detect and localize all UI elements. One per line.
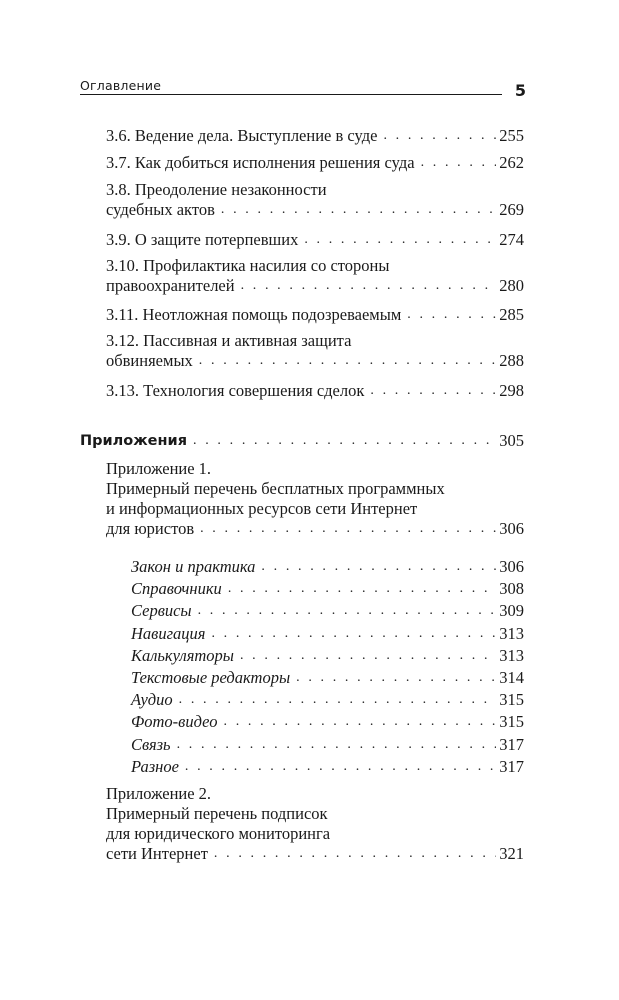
- entry-title-line: Фото-видео: [131, 712, 218, 732]
- entry-title-line: 3.10. Профилактика насилия со стороны: [106, 256, 390, 275]
- entry-page-number: 309: [499, 601, 524, 621]
- toc-entry-appendix-1[interactable]: [106, 459, 524, 539]
- entry-page-number: 317: [499, 756, 524, 776]
- entry-page-number: 314: [499, 668, 524, 687]
- entry-page-number: 280: [499, 276, 524, 295]
- page-number: 5: [514, 81, 526, 100]
- header-rule: [80, 94, 502, 95]
- entry-page-number: 305: [499, 431, 524, 450]
- entry-title-line: 3.9. О защите потерпевших: [106, 230, 299, 249]
- leader-dots: [296, 668, 496, 688]
- toc-subentry[interactable]: [131, 668, 524, 688]
- leader-dots: [304, 230, 496, 250]
- toc-subentry[interactable]: [131, 601, 524, 621]
- running-header: [80, 74, 530, 100]
- entry-page-number: 315: [499, 712, 524, 732]
- header-title: Оглавление: [80, 78, 162, 93]
- entry-page-number: 313: [499, 645, 524, 665]
- leader-dots: [214, 844, 496, 864]
- entry-title-line: 3.12. Пассивная и активная защита: [106, 331, 352, 350]
- entry-page-number: 315: [499, 690, 524, 710]
- entry-page-number: 269: [499, 200, 524, 219]
- entry-title-line: Связь: [131, 734, 171, 754]
- entry-title-line: 3.13. Технология совершения сделок: [106, 381, 365, 400]
- entry-page-number: 317: [499, 734, 524, 754]
- entry-title-line: 3.11. Неотложная помощь подозреваемым: [106, 305, 402, 324]
- entry-title-line: судебных актов: [106, 200, 215, 219]
- leader-dots: [228, 579, 496, 599]
- entry-title-line: Приложение 1.: [106, 459, 212, 478]
- entry-page-number: 298: [499, 381, 524, 400]
- leader-dots: [179, 690, 497, 710]
- entry-page-number: 306: [499, 519, 524, 538]
- entry-title-line: Приложения: [80, 433, 188, 449]
- entry-title-line: для юридического мониторинга: [106, 824, 331, 843]
- leader-dots: [177, 735, 497, 755]
- leader-dots: [198, 601, 497, 621]
- entry-title-line: Разное: [131, 756, 179, 776]
- toc-entry[interactable]: [106, 153, 524, 173]
- toc-entry[interactable]: [106, 230, 524, 250]
- toc-subentry[interactable]: [131, 624, 524, 644]
- entry-title-line: Аудио: [131, 690, 173, 710]
- leader-dots: [241, 276, 497, 296]
- entry-page-number: 255: [499, 126, 524, 145]
- entry-title-line: сети Интернет: [106, 844, 208, 863]
- entry-title-line: Текстовые редакторы: [131, 668, 291, 687]
- toc-subentry[interactable]: [131, 757, 524, 777]
- leader-dots: [407, 305, 496, 325]
- leader-dots: [185, 757, 496, 777]
- leader-dots: [193, 431, 496, 451]
- entry-title-line: правоохранителей: [106, 276, 235, 295]
- leader-dots: [200, 519, 496, 539]
- leader-dots: [383, 126, 496, 146]
- leader-dots: [240, 646, 496, 666]
- toc-section-appendices[interactable]: [80, 431, 524, 451]
- leader-dots: [261, 557, 496, 577]
- entry-title-line: Примерный перечень бесплатных программных: [106, 479, 445, 498]
- entry-page-number: 285: [499, 305, 524, 324]
- toc-entry-appendix-2[interactable]: [106, 784, 524, 864]
- toc-entry[interactable]: [106, 126, 524, 146]
- entry-page-number: 313: [499, 623, 524, 643]
- entry-title-line: 3.8. Преодоление незаконности: [106, 180, 327, 199]
- entry-title-line: для юристов: [106, 519, 195, 538]
- entry-page-number: 274: [499, 230, 524, 249]
- leader-dots: [221, 200, 496, 220]
- entry-page-number: 262: [499, 153, 524, 172]
- toc-entry[interactable]: [106, 256, 524, 296]
- toc-subentry[interactable]: [131, 690, 524, 710]
- leader-dots: [421, 153, 497, 173]
- entry-page-number: 288: [499, 351, 524, 370]
- entry-title-line: 3.6. Ведение дела. Выступление в суде: [106, 126, 378, 145]
- leader-dots: [370, 381, 496, 401]
- toc-entry[interactable]: [106, 331, 524, 371]
- toc-subentry[interactable]: [131, 579, 524, 599]
- entry-page-number: 308: [499, 579, 524, 599]
- toc-subentry[interactable]: [131, 557, 524, 577]
- entry-title-line: Сервисы: [131, 601, 192, 621]
- entry-page-number: 321: [499, 844, 524, 863]
- toc-subentry[interactable]: [131, 646, 524, 666]
- entry-title-line: Приложение 2.: [106, 784, 212, 803]
- entry-title-line: Навигация: [131, 623, 206, 643]
- entry-title-line: Калькуляторы: [131, 645, 234, 665]
- leader-dots: [224, 712, 497, 732]
- entry-title-line: обвиняемых: [106, 351, 193, 370]
- entry-title-line: Закон и практика: [131, 557, 256, 576]
- toc-entry[interactable]: [106, 180, 524, 220]
- toc-entry[interactable]: [106, 381, 524, 401]
- leader-dots: [211, 624, 496, 644]
- toc-subentry[interactable]: [131, 735, 524, 755]
- entry-page-number: 306: [499, 557, 524, 576]
- entry-title-line: 3.7. Как добиться исполнения решения суда: [106, 153, 415, 172]
- toc-subentry[interactable]: [131, 712, 524, 732]
- entry-title-line: и информационных ресурсов сети Интернет: [106, 499, 418, 518]
- leader-dots: [199, 351, 496, 371]
- toc-entry[interactable]: [106, 305, 524, 325]
- entry-title-line: Примерный перечень подписок: [106, 804, 328, 823]
- entry-title-line: Справочники: [131, 579, 222, 599]
